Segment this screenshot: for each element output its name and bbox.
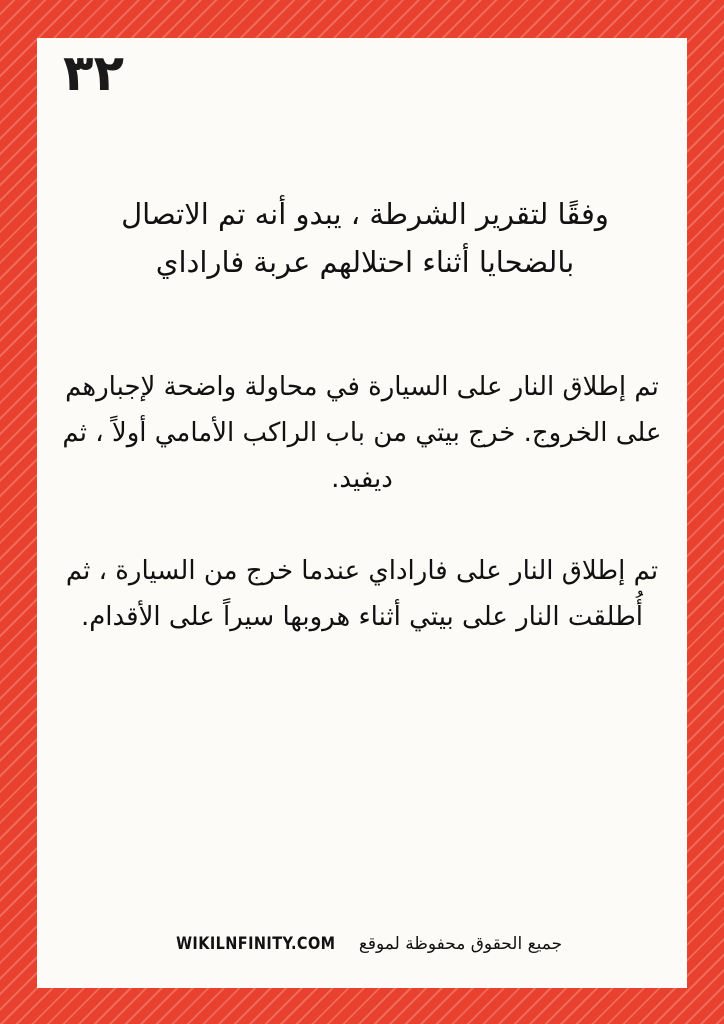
page-number: ٣٢ [63, 44, 125, 102]
content-card [37, 38, 687, 988]
footer-site: WIKILNFINITY.COM [175, 934, 336, 954]
heading-text: وفقًا لتقرير الشرطة ، يبدو أنه تم الاتصال بالضحايا أثناء احتلالهم عربة فاراداي [121, 197, 609, 279]
footer [37, 934, 687, 954]
footer-text: جميع الحقوق محفوظة لموقع [358, 934, 563, 954]
paragraph-1: تم إطلاق النار على السيارة في محاولة واضحة لإجبارهم على الخروج. خرج بيتي من باب الراكب الأمامي أولاً ، ثم ديفيد. [62, 372, 662, 494]
paragraph-2: تم إطلاق النار على فاراداي عندما خرج من السيارة ، ثم أُطلقت النار على بيتي أثناء هروبها سيراً على الأقدام. [65, 556, 659, 632]
